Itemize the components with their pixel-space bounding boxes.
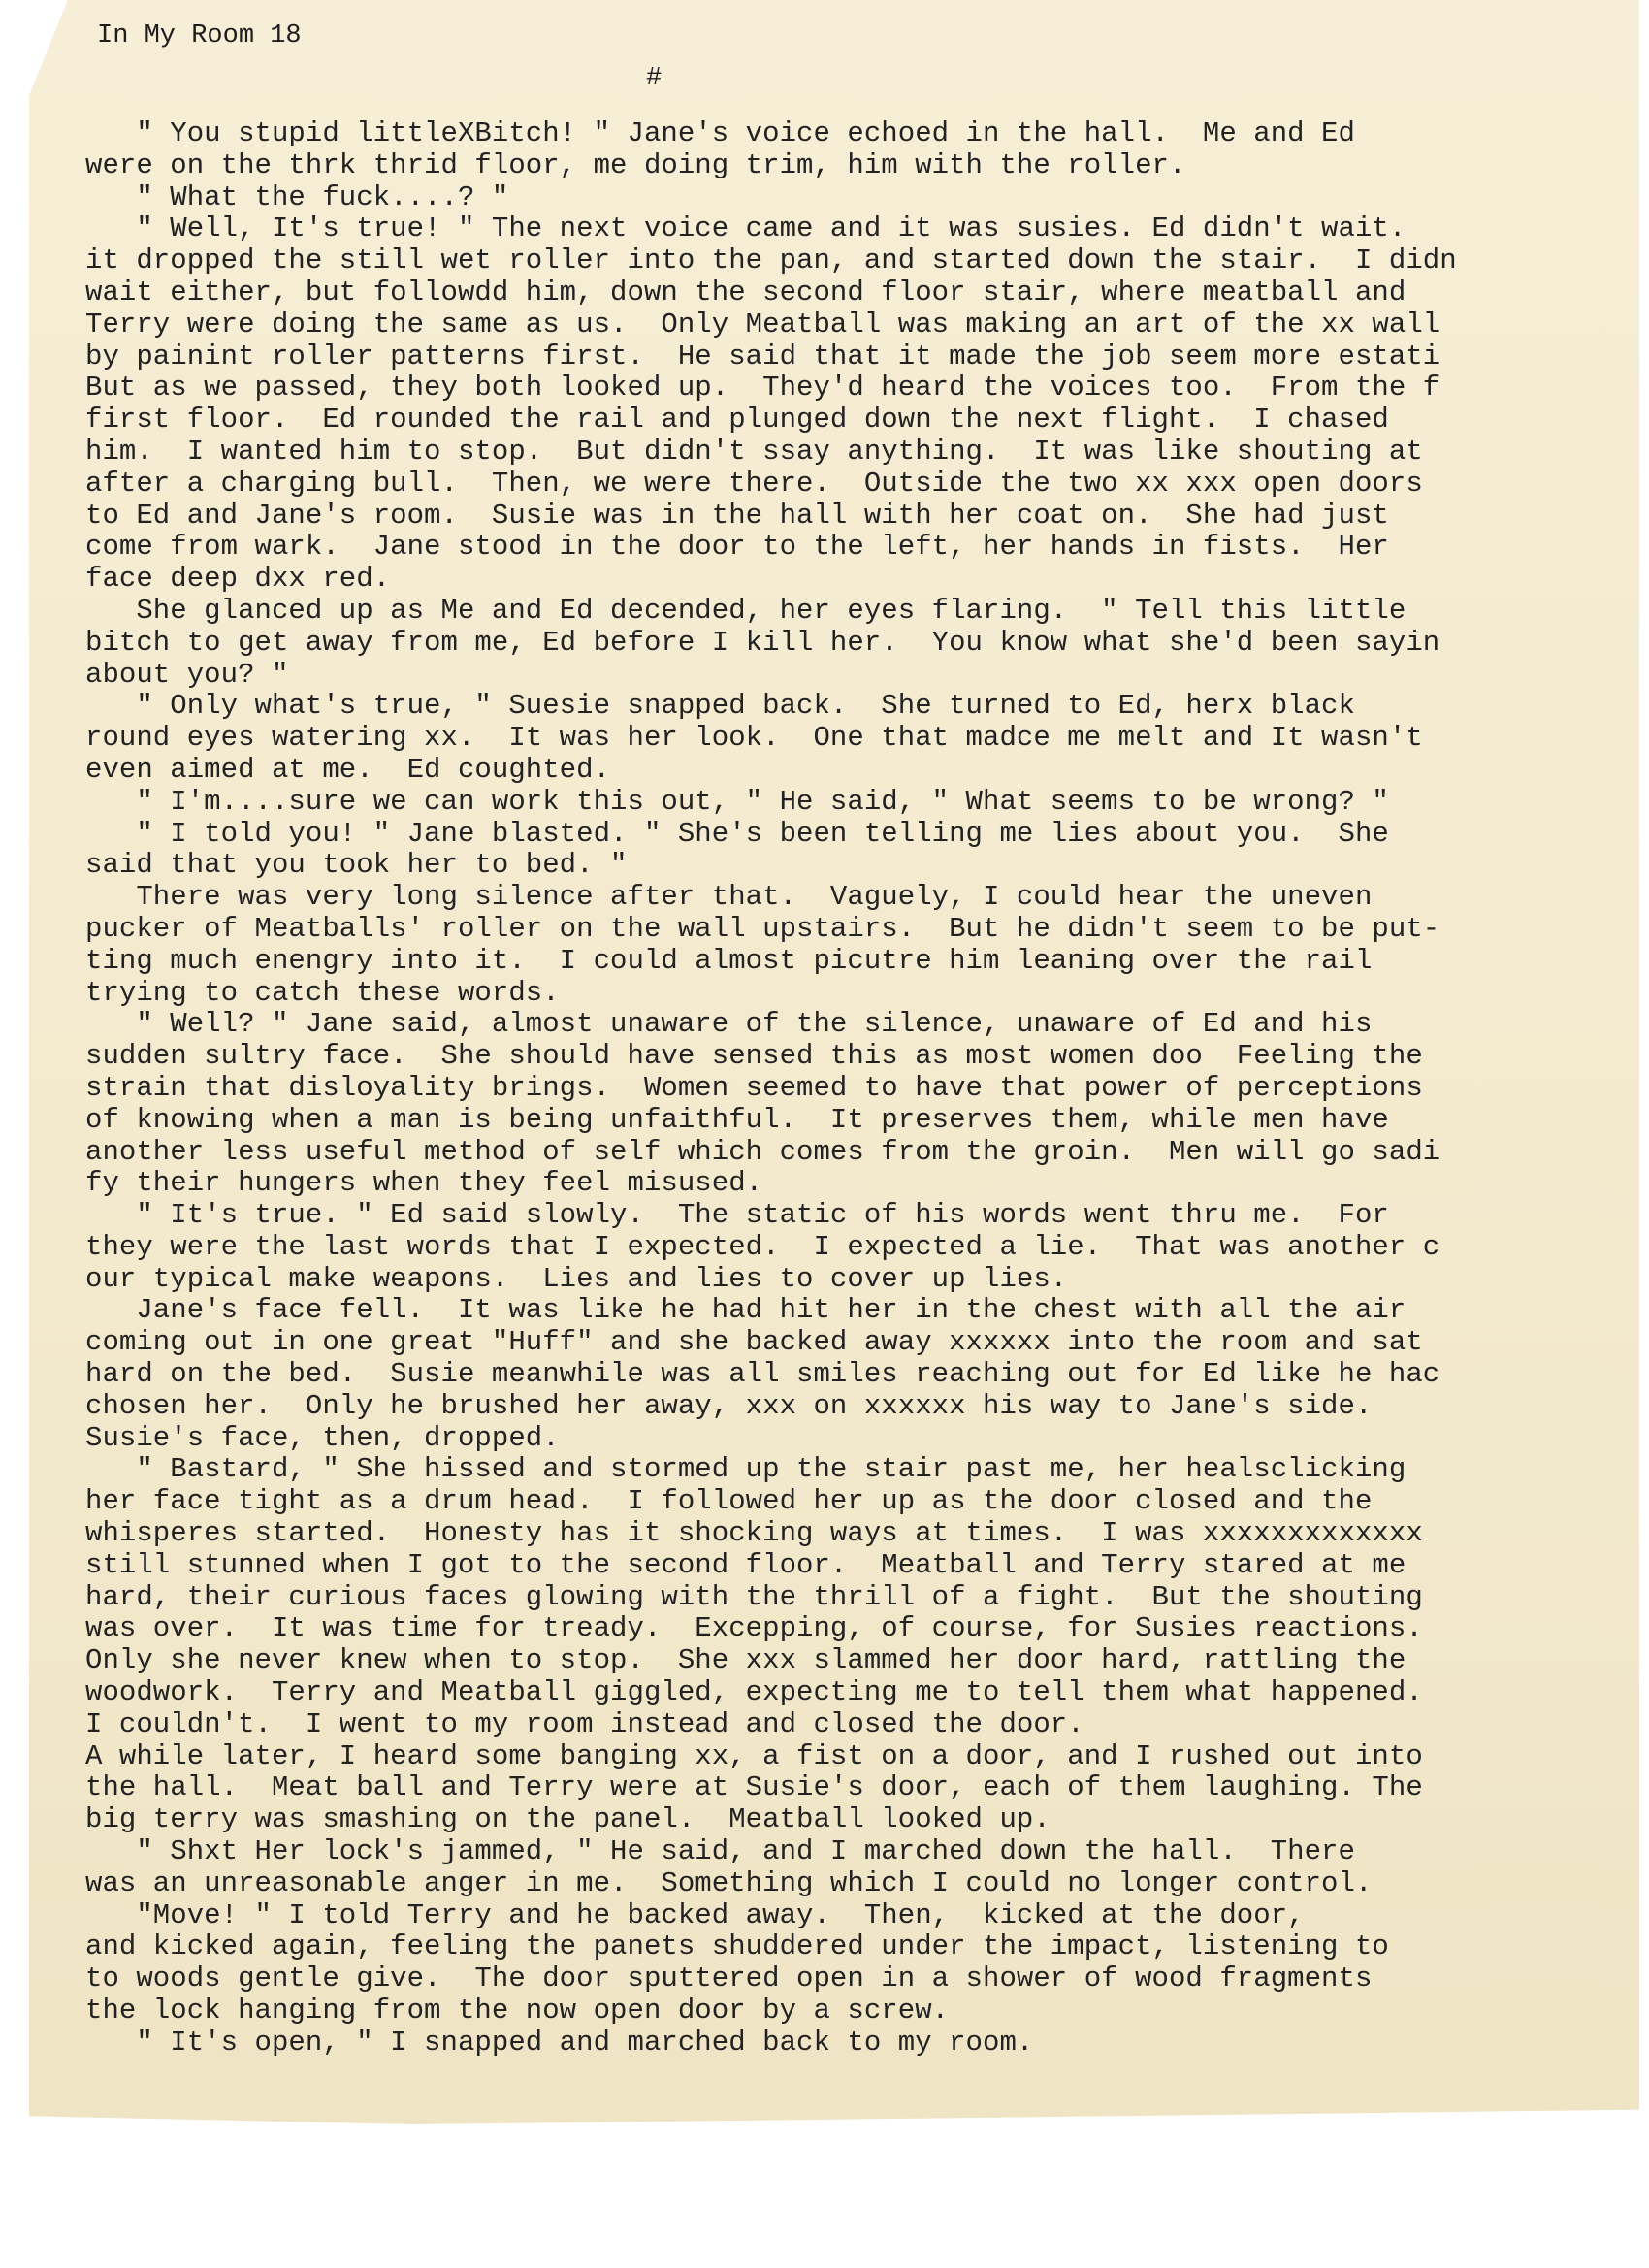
page-header: In My Room 18 — [97, 21, 302, 50]
text-line: were on the thrk thrid floor, me doing trim, him with the roller. — [85, 148, 1186, 181]
text-line: Jane's face fell. It was like he had hit her in the chest with all the air — [85, 1294, 1406, 1327]
text-line: the lock hanging from the now open door by a screw. — [85, 1994, 950, 2027]
body-text — [85, 118, 1649, 2059]
text-line: " Bastard, " She hissed and stormed up the stair past me, her healsclicking — [85, 1453, 1406, 1486]
text-line: to Ed and Jane's room. Susie was in the hall with her coat on. She had just — [85, 499, 1389, 532]
text-line: face deep dxx red. — [85, 563, 391, 596]
text-line: wait either, but followdd him, down the second floor stair, where meatball and — [85, 275, 1406, 308]
text-line: was over. It was time for tready. Excepping, of course, for Susies reactions. — [85, 1612, 1423, 1645]
text-line: trying to catch these words. — [85, 976, 560, 1009]
text-line: A while later, I heard some banging xx, a fist on a door, and I rushed out into — [85, 1739, 1423, 1772]
text-line: said that you took her to bed. " — [85, 849, 628, 882]
text-line: " Only what's true, " Suesie snapped back. She turned to Ed, herx black — [85, 690, 1355, 723]
text-line: She glanced up as Me and Ed decended, her eyes flaring. " Tell this little — [85, 594, 1406, 627]
text-line: him. I wanted him to stop. But didn't ssay anything. It was like shouting at — [85, 435, 1423, 468]
text-line: whisperes started. Honesty has it shocking ways at times. I was xxxxxxxxxxxxx — [85, 1517, 1423, 1550]
text-line: big terry was smashing on the panel. Meatball looked up. — [85, 1803, 1051, 1836]
text-line: " What the fuck....? " — [85, 180, 509, 213]
text-line: fy their hungers when they feel misused. — [85, 1167, 763, 1200]
text-line: even aimed at me. Ed coughted. — [85, 753, 611, 786]
text-line: was an unreasonable anger in me. Something which I could no longer control. — [85, 1866, 1373, 1899]
text-line: " I'm....sure we can work this out, " He said, " What seems to be wrong? " — [85, 785, 1389, 818]
text-line: " Well? " Jane said, almost unaware of the silence, unaware of Ed and his — [85, 1008, 1373, 1041]
text-line: hard on the bed. Susie meanwhile was all smiles reaching out for Ed like he hac — [85, 1358, 1440, 1391]
text-line: woodwork. Terry and Meatball giggled, expecting me to tell them what happened. — [85, 1676, 1423, 1709]
text-line: But as we passed, they both looked up. They'd heard the voices too. From the f — [85, 372, 1440, 405]
text-line: " It's true. " Ed said slowly. The static of his words went thru me. For — [85, 1199, 1389, 1232]
text-line: ting much enengry into it. I could almost picutre him leaning over the rail — [85, 944, 1373, 977]
text-line: about you? " — [85, 658, 289, 691]
text-line: first floor. Ed rounded the rail and plunged down the next flight. I chased — [85, 404, 1389, 437]
text-line: it dropped the still wet roller into the pan, and started down the stair. I didn — [85, 244, 1457, 277]
text-line: her face tight as a drum head. I followed her up as the door closed and the — [85, 1485, 1373, 1518]
text-line: bitch to get away from me, Ed before I kill her. You know what she'd been sayin — [85, 626, 1440, 659]
text-line: another less useful method of self which comes from the groin. Men will go sadi — [85, 1135, 1440, 1168]
text-line: I couldn't. I went to my room instead and closed the door. — [85, 1707, 1084, 1740]
text-line: to woods gentle give. The door sputtered open in a shower of wood fragments — [85, 1962, 1373, 1995]
text-line: strain that disloyality brings. Women seemed to have that power of perceptions — [85, 1071, 1423, 1104]
text-line: pucker of Meatballs' roller on the wall upstairs. But he didn't seem to be put- — [85, 912, 1440, 945]
text-line: chosen her. Only he brushed her away, xxx on xxxxxx his way to Jane's side. — [85, 1389, 1373, 1422]
text-line: "Move! " I told Terry and he backed away. Then, kicked at the door, — [85, 1898, 1305, 1931]
text-line: Only she never knew when to stop. She xxx slammed her door hard, rattling the — [85, 1644, 1406, 1677]
text-line: after a charging bull. Then, we were there. Outside the two xx xxx open doors — [85, 467, 1423, 500]
text-line: sudden sultry face. She should have sensed this as most women doo Feeling the — [85, 1040, 1423, 1073]
text-line: our typical make weapons. Lies and lies to cover up lies. — [85, 1262, 1068, 1295]
text-line: There was very long silence after that. Vaguely, I could hear the uneven — [85, 881, 1373, 914]
section-mark: # — [646, 64, 663, 93]
text-line: and kicked again, feeling the panets shuddered under the impact, listening to — [85, 1930, 1389, 1963]
text-line: hard, their curious faces glowing with the thrill of a fight. But the shouting — [85, 1580, 1423, 1613]
text-line: " It's open, " I snapped and marched back to my room. — [85, 2025, 1034, 2058]
text-line: " I told you! " Jane blasted. " She's been telling me lies about you. She — [85, 817, 1389, 850]
text-line: still stunned when I got to the second floor. Meatball and Terry stared at me — [85, 1548, 1406, 1581]
text-line: " You stupid littleXBitch! " Jane's voice echoed in the hall. Me and Ed — [85, 118, 1355, 149]
text-line: of knowing when a man is being unfaithful. It preserves them, while men have — [85, 1103, 1389, 1136]
text-line: coming out in one great "Huff" and she backed away xxxxxx into the room and sat — [85, 1326, 1423, 1359]
text-line: Susie's face, then, dropped. — [85, 1421, 560, 1454]
text-line: round eyes watering xx. It was her look. One that madce me melt and It wasn't — [85, 722, 1423, 755]
text-line: come from wark. Jane stood in the door to the left, her hands in fists. Her — [85, 531, 1389, 564]
text-line: Terry were doing the same as us. Only Meatball was making an art of the xx wall — [85, 308, 1440, 340]
text-line: by painint roller patterns first. He said that it made the job seem more estati — [85, 340, 1440, 373]
text-line: " Shxt Her lock's jammed, " He said, and I marched down the hall. There — [85, 1835, 1355, 1868]
text-line: the hall. Meat ball and Terry were at Susie's door, each of them laughing. The — [85, 1771, 1423, 1804]
text-line: they were the last words that I expected. I expected a lie. That was another c — [85, 1230, 1440, 1263]
text-line: " Well, It's true! " The next voice came and it was susies. Ed didn't wait. — [85, 212, 1406, 245]
